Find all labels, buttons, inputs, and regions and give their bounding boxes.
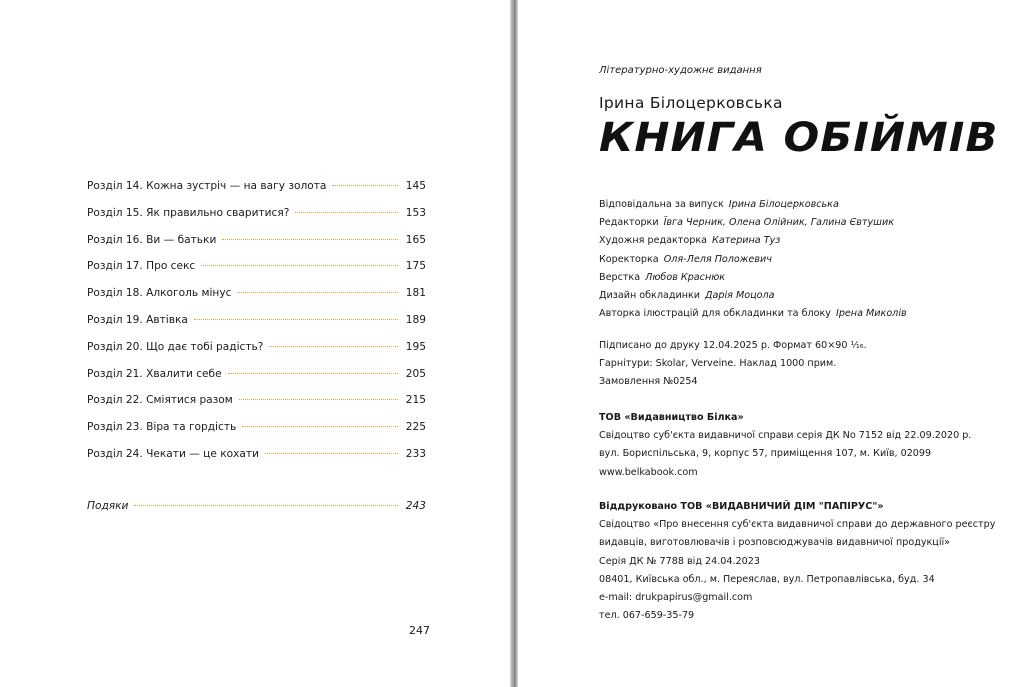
page-number: 247 (409, 624, 430, 637)
toc-entry[interactable] (87, 314, 426, 341)
toc-entry-page: 181 (405, 287, 426, 300)
toc-entry[interactable] (87, 368, 426, 395)
toc-leader (265, 453, 398, 454)
toc-entry[interactable] (87, 287, 426, 314)
toc-leader (295, 212, 398, 213)
toc-leader (237, 292, 398, 293)
printer-line: Свідоцтво «Про внесення суб'єкта видавничої справи до державного реєстру (599, 519, 996, 531)
credit-names: Оля-Леля Положевич (663, 253, 772, 265)
credit-role: Авторка ілюстрацій для обкладинки та блоку (599, 308, 831, 320)
toc-entry-title: Розділ 14. Кожна зустріч — на вагу золота (87, 180, 327, 192)
toc-entry[interactable] (87, 180, 426, 207)
toc-entry-title: Розділ 20. Що дає тобі радість? (87, 340, 264, 353)
toc-leader (239, 399, 398, 400)
left-page (0, 0, 510, 687)
credit-role: Коректорка (599, 253, 659, 265)
book-title: КНИГА ОБІЙМІВ (599, 114, 999, 161)
printer-line: видавців, виготовлювачів і розповсюджувачів видавничої продукції» (599, 537, 951, 549)
printer-name: Віддруковано ТОВ «ВИДАВНИЧИЙ ДІМ "ПАПІРУС"» (599, 501, 884, 512)
toc-leader (269, 346, 398, 347)
credit-line (599, 269, 907, 287)
toc-entry-page: 189 (405, 313, 426, 326)
toc-entry-title: Розділ 24. Чекати — це кохати (87, 447, 259, 460)
toc-entry-page: 243 (405, 500, 426, 512)
author-name: Ірина Білоцерковська (599, 94, 783, 112)
toc-entry[interactable] (87, 448, 426, 475)
book-gutter (510, 0, 518, 687)
toc-entry-page: 153 (405, 206, 426, 219)
toc-entry[interactable] (87, 341, 426, 368)
toc-entry-page: 233 (405, 447, 426, 460)
toc-entry-page: 205 (405, 367, 426, 380)
credit-names: Дарія Моцола (705, 290, 775, 302)
toc-leader (194, 319, 398, 320)
publisher-name: ТОВ «Видавництво Білка» (599, 412, 744, 423)
credit-line (599, 214, 907, 232)
toc-entry-page: 225 (405, 421, 426, 434)
credit-names: Ірена Миколів (835, 308, 907, 320)
toc-entry-page: 215 (405, 394, 426, 407)
print-line: Гарнітури: Skolar, Verveine. Наклад 1000 прим. (599, 358, 837, 370)
toc-entry-page: 195 (405, 340, 426, 353)
credits-block (599, 196, 907, 323)
publisher-website[interactable]: www.belkabook.com (599, 466, 698, 478)
toc-entry-page: 165 (405, 233, 426, 246)
credit-role: Відповідальна за випуск (599, 199, 724, 210)
toc-entry[interactable] (87, 234, 426, 261)
printer-phone: тел. 067-659-35-79 (599, 610, 695, 622)
printer-email[interactable]: e-mail: drukpapirus@gmail.com (599, 592, 753, 604)
print-line: Підписано до друку 12.04.2025 р. Формат 60×90 ¹⁄₁₆. (599, 340, 867, 351)
printer-line: 08401, Київська обл., м. Переяслав, вул. Петропавлівська, буд. 34 (599, 573, 935, 585)
toc-entry[interactable] (87, 207, 426, 234)
toc-leader (222, 239, 398, 240)
toc-leader (134, 505, 398, 506)
printer-line: Серія ДК № 7788 від 24.04.2023 (599, 555, 760, 567)
credit-line (599, 251, 907, 269)
credit-names: Ївга Черник, Олена Олійник, Галина Євтушик (663, 217, 894, 229)
toc-leader (242, 426, 398, 427)
toc-entry-page: 145 (405, 180, 426, 192)
credit-names: Ірина Білоцерковська (728, 199, 839, 210)
right-page (518, 0, 1024, 687)
toc-entry-page: 175 (405, 260, 426, 273)
toc-entry[interactable] (87, 260, 426, 287)
credit-names: Катерина Туз (712, 235, 781, 247)
toc-entry-title: Розділ 21. Хвалити себе (87, 367, 222, 380)
credit-line (599, 232, 907, 250)
toc-leader (201, 265, 398, 266)
credit-role: Редакторки (599, 217, 659, 229)
toc-entry-title: Розділ 22. Сміятися разом (87, 394, 233, 407)
table-of-contents (87, 180, 426, 512)
printer-block (599, 498, 995, 625)
toc-entry-title: Розділ 16. Ви — батьки (87, 233, 217, 246)
credit-role: Дизайн обкладинки (599, 290, 701, 302)
credit-role: Художня редакторка (599, 235, 708, 247)
genre-label: Літературно-художнє видання (599, 65, 762, 76)
credit-line (599, 196, 907, 214)
toc-entry-thanks[interactable] (87, 500, 426, 527)
toc-leader (228, 373, 398, 374)
publisher-block (599, 409, 971, 482)
toc-entry[interactable] (87, 421, 426, 448)
publisher-line: вул. Бориспільська, 9, корпус 57, приміщення 107, м. Київ, 02099 (599, 448, 932, 460)
toc-entry[interactable] (87, 394, 426, 421)
toc-leader (332, 185, 398, 186)
toc-entry-title: Розділ 19. Автівка (87, 313, 188, 326)
toc-entry-title: Подяки (87, 500, 129, 512)
print-details (599, 337, 867, 392)
toc-entry-title: Розділ 18. Алкоголь мінус (87, 287, 232, 300)
credit-line (599, 305, 907, 323)
credit-role: Верстка (599, 271, 641, 283)
toc-entry-title: Розділ 15. Як правильно сваритися? (87, 206, 290, 219)
credit-names: Любов Краснюк (645, 271, 726, 283)
print-line: Замовлення №0254 (599, 376, 698, 388)
publisher-line: Свідоцтво суб'єкта видавничої справи серія ДК No 7152 від 22.09.2020 р. (599, 430, 972, 442)
credit-line (599, 287, 907, 305)
toc-entry-title: Розділ 17. Про секс (87, 260, 196, 273)
toc-entry-title: Розділ 23. Віра та гордість (87, 421, 237, 434)
